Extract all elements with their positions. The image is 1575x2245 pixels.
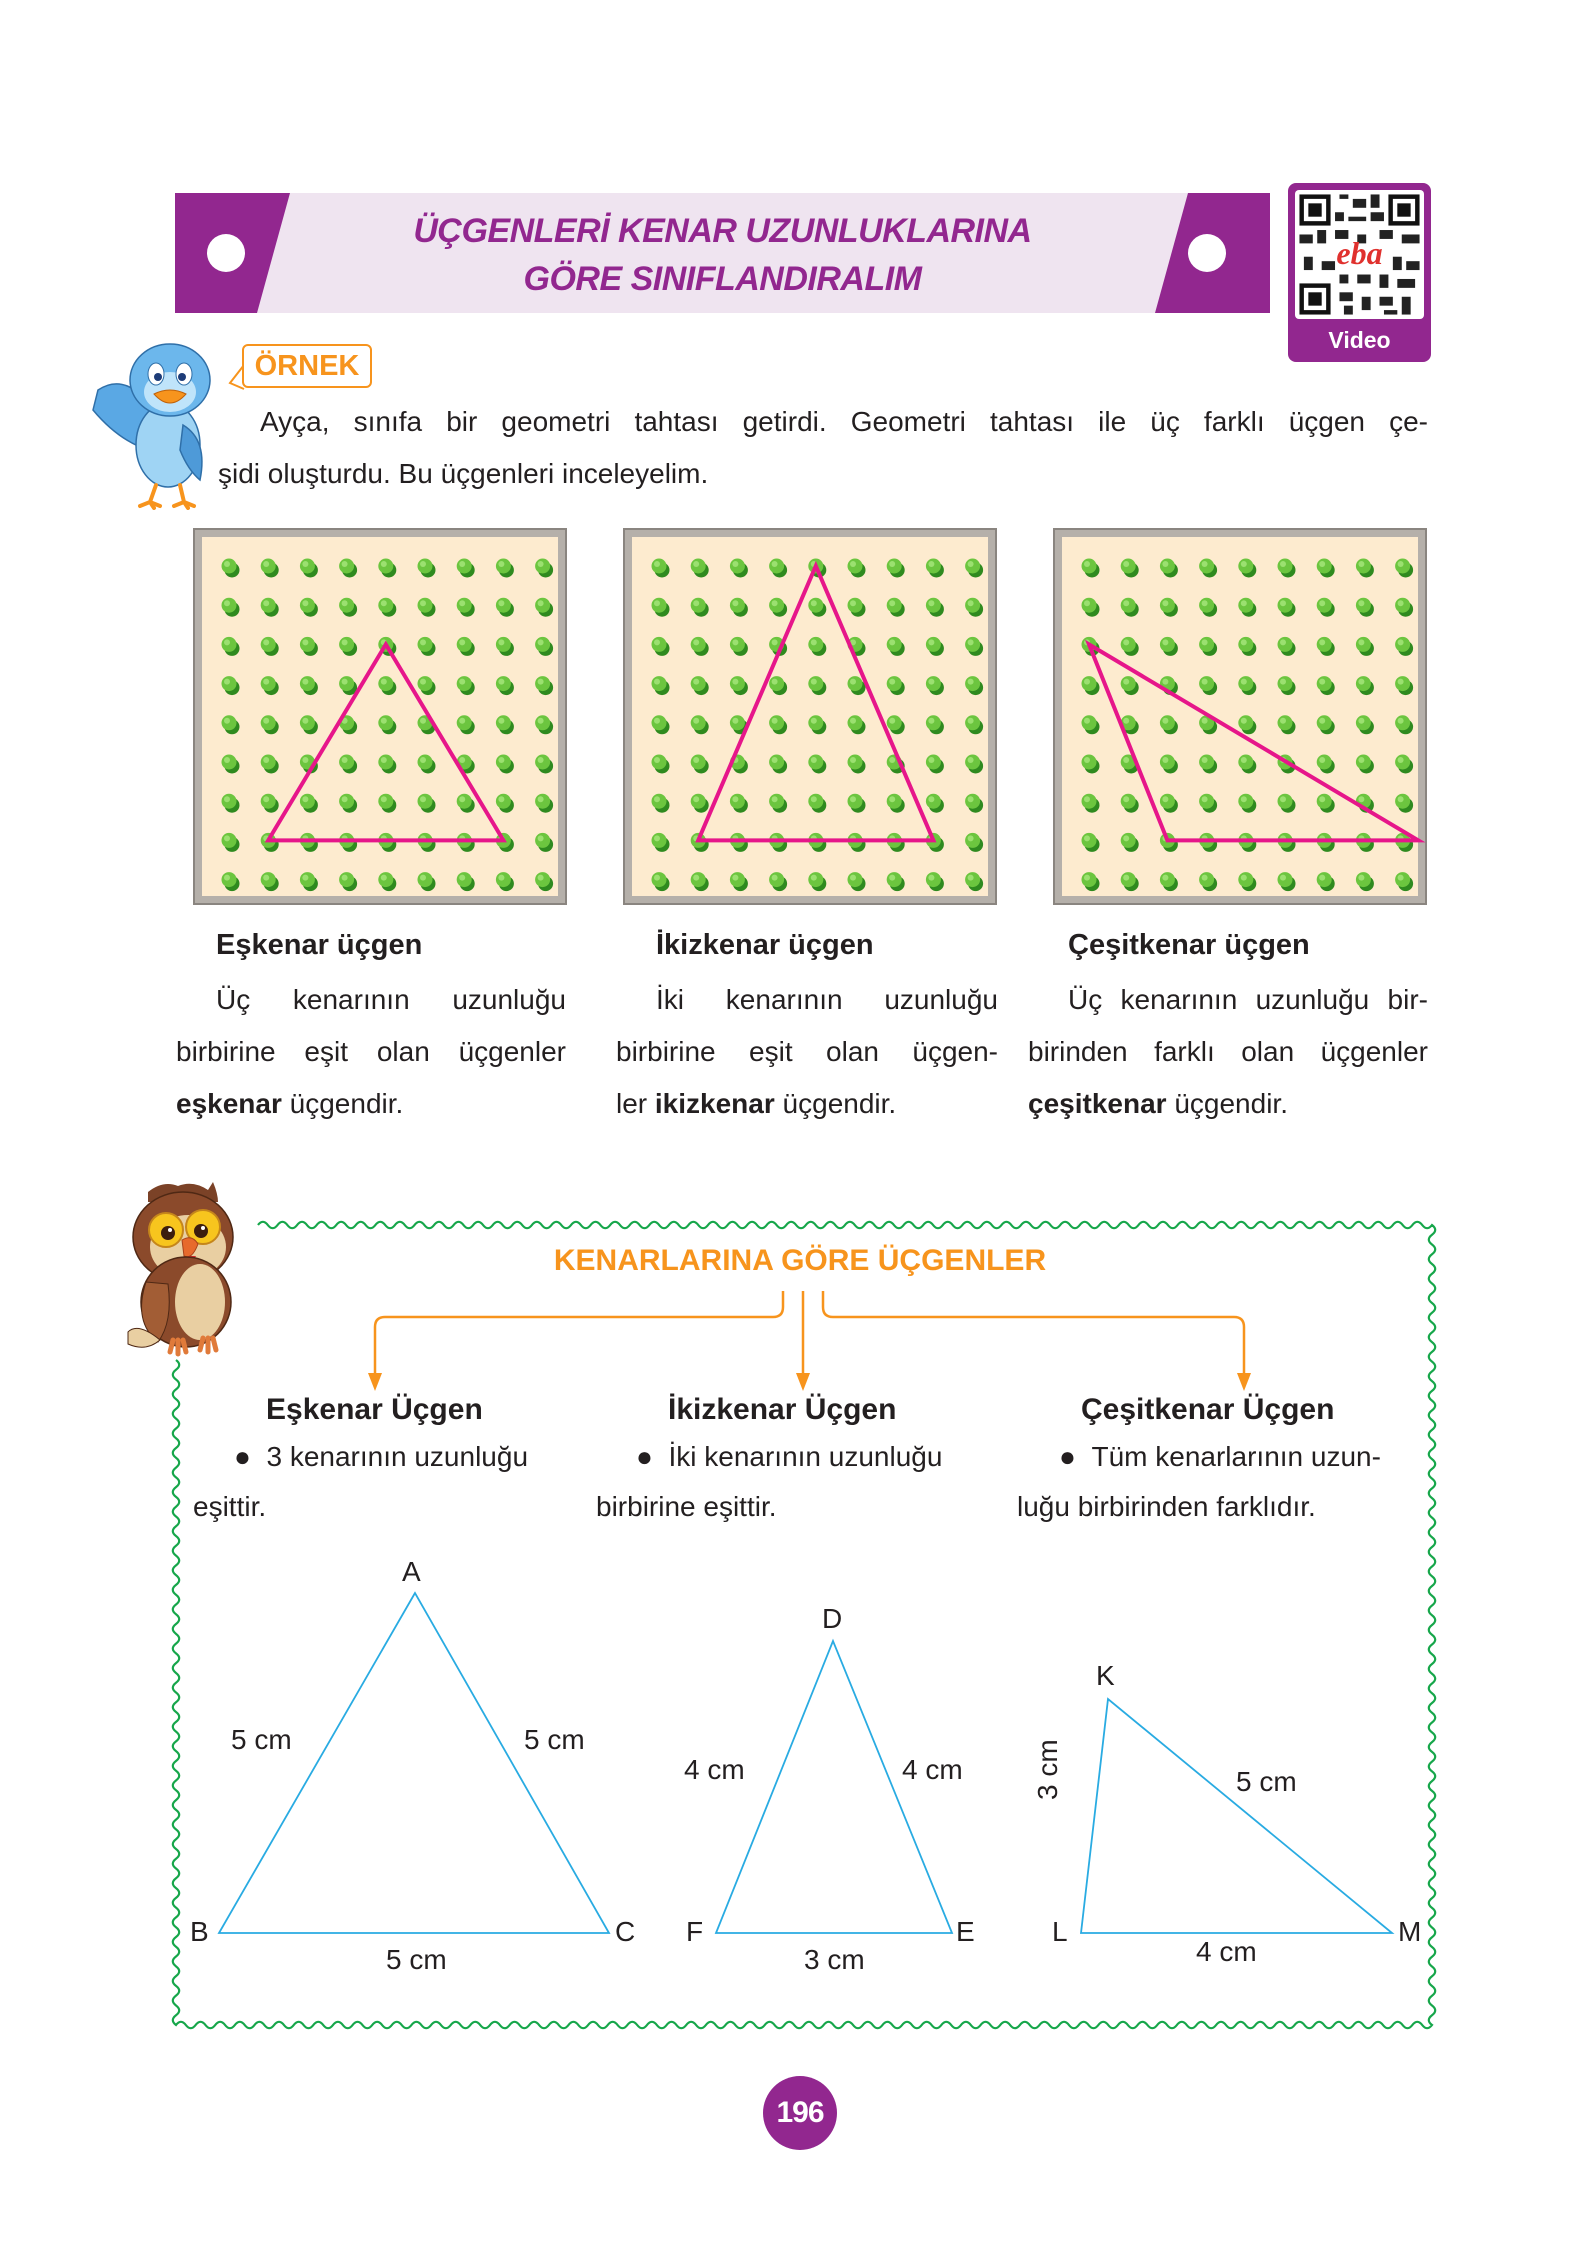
vertex-k: K bbox=[1096, 1660, 1115, 1691]
title-line-1: ÜÇGENLERİ KENAR UZUNLUKLARINA bbox=[413, 212, 1032, 250]
side-df-length: 4 cm bbox=[684, 1754, 745, 1785]
paragraph-line-1: Ayça, sınıfa bir geometri tahtası getirdi. Geometri tahtası ile üç farklı üçgen çe- bbox=[260, 406, 1428, 437]
side-ac-length: 5 cm bbox=[524, 1724, 585, 1755]
summary-scalene-heading: Çeşitkenar Üçgen bbox=[1081, 1393, 1335, 1426]
scalene-heading: Çeşitkenar üçgen bbox=[1068, 929, 1310, 961]
vertex-a: A bbox=[402, 1556, 421, 1587]
bullet-icon: ● bbox=[636, 1441, 669, 1472]
isosceles-term: ikizkenar bbox=[654, 1088, 775, 1119]
equilateral-term: eşkenar bbox=[176, 1088, 282, 1119]
isosceles-line-1: İki kenarının uzunluğu bbox=[656, 984, 998, 1015]
vertex-f: F bbox=[686, 1916, 704, 1947]
video-label: Video bbox=[1328, 327, 1391, 353]
side-fe-length: 3 cm bbox=[804, 1944, 865, 1975]
vertex-b: B bbox=[190, 1916, 209, 1947]
triangle-def bbox=[716, 1641, 952, 1933]
side-lm-length: 4 cm bbox=[1196, 1936, 1257, 1967]
scalene-tail: üçgendir. bbox=[1166, 1088, 1288, 1119]
bullet-icon: ● bbox=[234, 1441, 267, 1472]
summary-equilateral-heading: Eşkenar Üçgen bbox=[266, 1393, 483, 1426]
example-badge: ÖRNEK bbox=[242, 344, 372, 388]
vertex-e: E bbox=[956, 1916, 975, 1947]
vertex-d: D bbox=[822, 1603, 843, 1634]
equilateral-line-1: Üç kenarının uzunluğu bbox=[216, 984, 566, 1015]
scalene-line-2: birinden farklı olan üçgenler bbox=[1028, 1036, 1428, 1067]
summary-scalene-line-2: luğu birbirinden farklıdır. bbox=[1017, 1491, 1316, 1522]
page-number: 196 bbox=[763, 2076, 837, 2150]
equilateral-heading: Eşkenar üçgen bbox=[216, 929, 423, 961]
vertex-c: C bbox=[615, 1916, 636, 1947]
summary-equilateral-line-1: 3 kenarının uzunluğu bbox=[266, 1441, 529, 1472]
isosceles-tail: üçgendir. bbox=[774, 1088, 897, 1119]
scalene-line-1: Üç kenarının uzunluğu bir- bbox=[1068, 984, 1428, 1015]
qr-logo: eba bbox=[1336, 235, 1383, 271]
summary-isosceles-line-2: birbirine eşittir. bbox=[596, 1491, 777, 1522]
scalene-term: çeşitkenar bbox=[1028, 1088, 1167, 1119]
summary-scalene-line-1: Tüm kenarlarının uzun- bbox=[1091, 1441, 1381, 1472]
summary-isosceles-line-1: İki kenarının uzunluğu bbox=[668, 1441, 943, 1472]
isosceles-heading: İkizkenar üçgen bbox=[656, 929, 874, 961]
side-km-length: 5 cm bbox=[1236, 1766, 1297, 1797]
summary-equilateral-line-2: eşittir. bbox=[193, 1491, 267, 1522]
side-kl-length: 3 cm bbox=[1032, 1739, 1063, 1800]
summary-isosceles-heading: İkizkenar Üçgen bbox=[668, 1393, 897, 1426]
equilateral-tail: üçgendir. bbox=[281, 1088, 404, 1119]
vertex-l: L bbox=[1052, 1916, 1068, 1947]
title-line-2: GÖRE SINIFLANDIRALIM bbox=[523, 260, 922, 298]
triangle-klm bbox=[1081, 1699, 1392, 1933]
triangle-abc bbox=[219, 1593, 609, 1933]
summary-title: KENARLARINA GÖRE ÜÇGENLER bbox=[553, 1244, 1047, 1277]
bullet-icon: ● bbox=[1059, 1441, 1092, 1472]
side-bc-length: 5 cm bbox=[386, 1944, 447, 1975]
isosceles-pre: ler bbox=[616, 1088, 655, 1119]
isosceles-line-2: birbirine eşit olan üçgen- bbox=[616, 1036, 998, 1067]
side-de-length: 4 cm bbox=[902, 1754, 963, 1785]
paragraph-line-2: şidi oluşturdu. Bu üçgenleri inceleyelim. bbox=[218, 458, 709, 489]
vertex-m: M bbox=[1398, 1916, 1422, 1947]
equilateral-line-2: birbirine eşit olan üçgenler bbox=[176, 1036, 566, 1067]
side-ab-length: 5 cm bbox=[231, 1724, 292, 1755]
